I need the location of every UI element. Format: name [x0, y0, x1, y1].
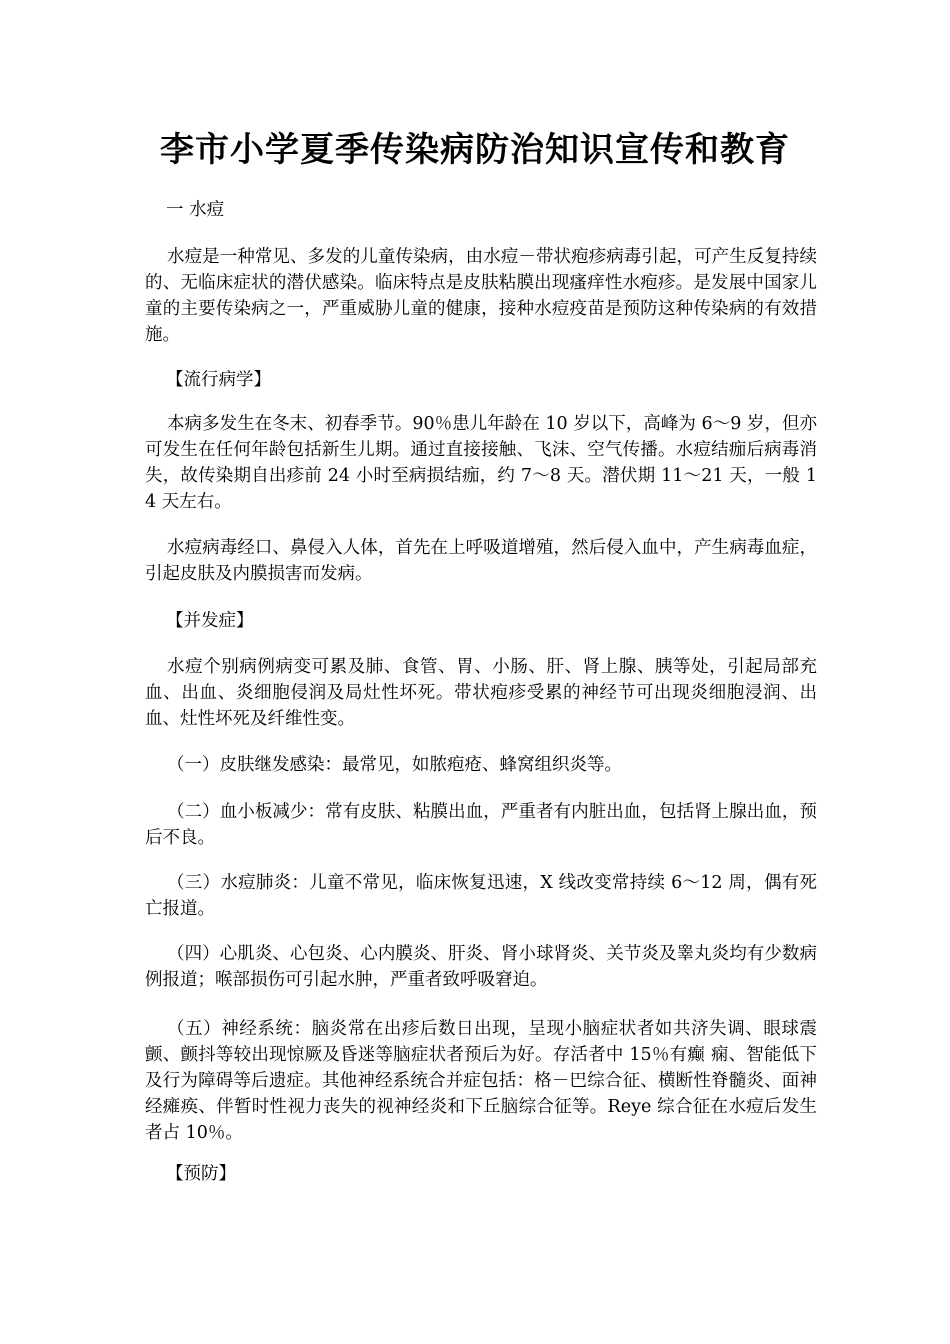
complication-item-2: （二）血小板减少：常有皮肤、粘膜出血，严重者有内脏出血，包括肾上腺出血，预后不良。: [145, 802, 817, 848]
complication-item-4: （四）心肌炎、心包炎、心内膜炎、肝炎、肾小球肾炎、关节炎及睾丸炎均有少数病例报道；喉部损伤可引起水肿，严重者致呼吸窘迫。: [145, 944, 817, 990]
document-title: 李市小学夏季传染病防治知识宣传和教育: [160, 130, 790, 170]
epidemiology-paragraph-1: 本病多发生在冬末、初春季节。90％患儿年龄在 10 岁以下，高峰为 6～9 岁，但亦可发生在任何年龄包括新生儿期。通过直接接触、飞沫、空气传播。水痘结痂后病毒消失，故传染期自出疹前 24 小时至病损结痂，约 7～8 天。潜伏期 11～21 天，一般 14 天左右。: [145, 414, 817, 512]
epidemiology-paragraph-2: 水痘病毒经口、鼻侵入人体，首先在上呼吸道增殖，然后侵入血中，产生病毒血症，引起皮肤及内膜损害而发病。: [145, 538, 817, 584]
complication-item-1: （一）皮肤继发感染：最常见，如脓疱疮、蜂窝组织炎等。: [167, 755, 622, 775]
complication-item-5: （五）神经系统：脑炎常在出疹后数日出现，呈现小脑症状者如共济失调、眼球震颤、颤抖等较出现惊厥及昏迷等脑症状者预后为好。存活者中 15％有癫 痫、智能低下及行为障碍等后遗症。其他神经系统合并症包括：格－巴综合征、横断性脊髓炎、面神经瘫痪、伴暂时性视力丧失的视神经炎和下丘脑综合征等。Reye 综合征在水痘后发生者占 10％。: [145, 1019, 817, 1143]
heading-epidemiology: 【流行病学】: [166, 370, 271, 390]
complication-item-3: （三）水痘肺炎：儿童不常见，临床恢复迅速，X 线改变常持续 6～12 周，偶有死亡报道。: [145, 873, 817, 919]
heading-complications: 【并发症】: [166, 611, 254, 631]
heading-prevention: 【预防】: [166, 1164, 236, 1184]
complications-paragraph: 水痘个别病例病变可累及肺、食管、胃、小肠、肝、肾上腺、胰等处，引起局部充血、出血、炎细胞侵润及局灶性坏死。带状疱疹受累的神经节可出现炎细胞浸润、出血、灶性坏死及纤维性变。: [145, 657, 817, 729]
section-heading-chickenpox: 一 水痘: [166, 200, 225, 220]
intro-paragraph: 水痘是一种常见、多发的儿童传染病，由水痘－带状疱疹病毒引起，可产生反复持续的、无临床症状的潜伏感染。临床特点是皮肤粘膜出现瘙痒性水疱疹。是发展中国家儿童的主要传染病之一，严重威胁儿童的健康，接种水痘疫苗是预防这种传染病的有效措施。: [145, 247, 817, 345]
